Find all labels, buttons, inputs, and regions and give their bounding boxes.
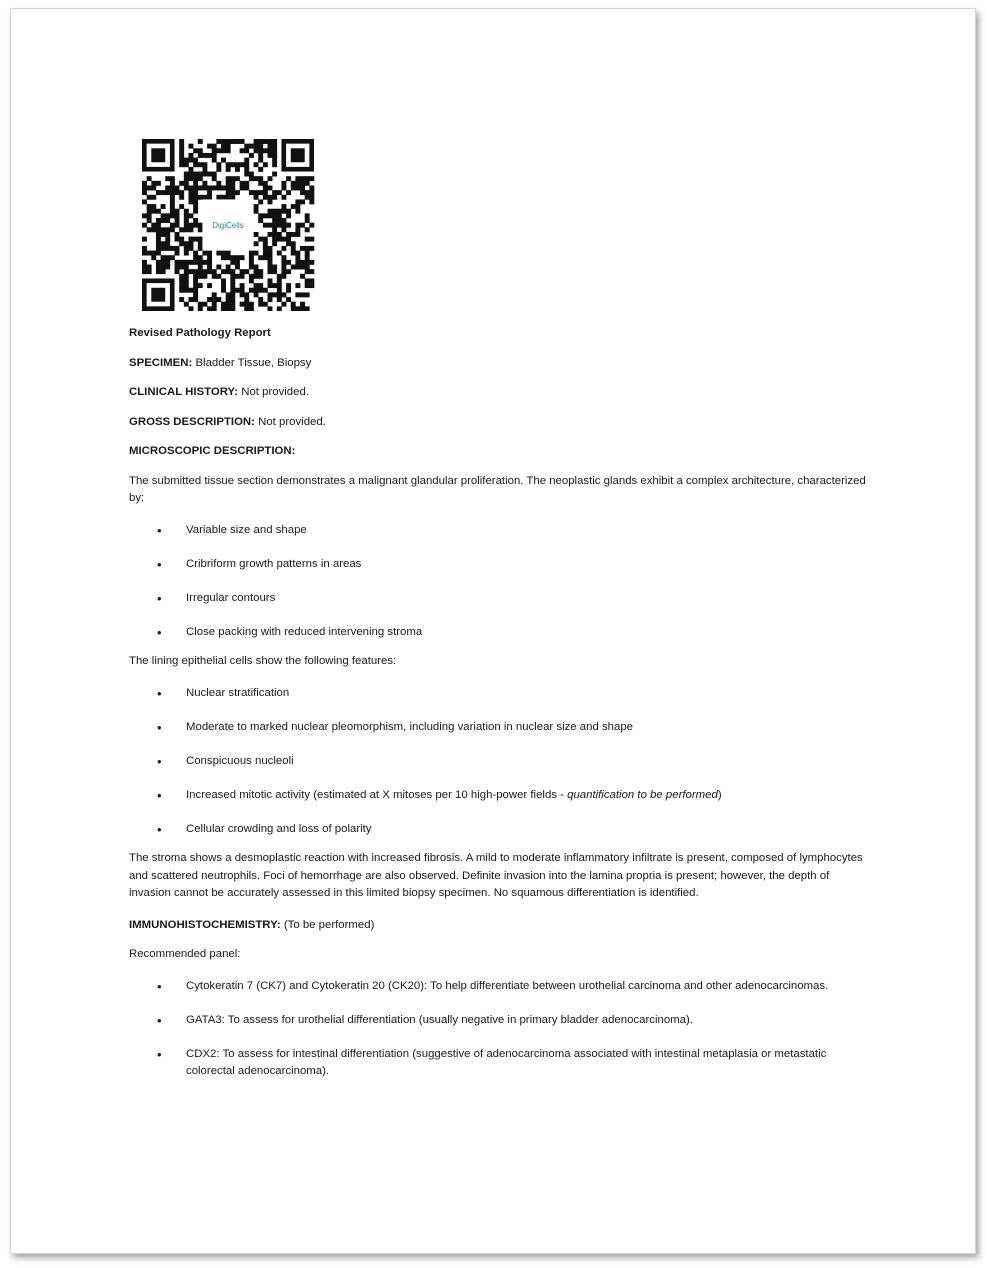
list-item: • CDX2: To assess for intestinal differentiation (suggestive of adenocarcinoma associated with intestinal metaplasia or metastatic colorectal adenocarcinoma). [129, 1046, 869, 1081]
list-item: • Cellular crowding and loss of polarity [129, 821, 869, 839]
list-item: • Nuclear stratification [129, 685, 869, 703]
ihc-value: (To be performed) [280, 918, 375, 931]
specimen-field [129, 355, 869, 373]
microscopic-description-heading [129, 443, 869, 461]
panel-intro: Recommended panel: [129, 948, 241, 960]
gross-description-label: GROSS DESCRIPTION: [129, 415, 255, 428]
report-title: Revised Pathology Report [129, 327, 271, 339]
ihc-label: IMMUNOHISTOCHEMISTRY: [129, 918, 281, 931]
microscopic-intro: The submitted tissue section demonstrates a malignant glandular proliferation. The neoplastic glands exhibit a complex architecture, characterized by: [129, 474, 866, 504]
clinical-history-value: Not provided. [238, 386, 309, 398]
gross-description-value: Not provided. [254, 415, 326, 428]
mitotic-italic: quantification to be performed [567, 788, 718, 801]
architecture-list [129, 522, 869, 642]
qr-code [139, 139, 317, 311]
mitotic-text: Increased mitotic activity (estimated at X mitoses per 10 high-power fields - [186, 788, 568, 801]
stroma-paragraph: The stroma shows a desmoplastic reaction with increased fibrosis. A mild to moderate inflammatory infiltrate is present, composed of lymphocytes and scattered neutrophils. Foci of hemorrhage are also observed. Definite invasion into the lamina propria is present; however, the depth of invasion cannot be accurately assessed in this limited biopsy specimen. No squamous differentiation is identified. [129, 852, 863, 899]
list-item: • Cytokeratin 7 (CK7) and Cytokeratin 20 (CK20): To help differentiate between urothelial carcinoma and other adenocarcinomas. [129, 978, 869, 996]
gross-description-field [129, 414, 869, 432]
list-item: • Irregular contours [129, 590, 869, 608]
mitotic-close: ) [717, 788, 722, 801]
specimen-label: SPECIMEN: [129, 356, 193, 369]
document-page [10, 8, 976, 1254]
list-item: • Conspicuous nucleoli [129, 753, 869, 771]
list-item: • Close packing with reduced intervening stroma [129, 624, 869, 642]
microscopic-description-label: MICROSCOPIC DESCRIPTION: [129, 445, 296, 457]
panel-list [129, 978, 869, 1081]
clinical-history-field [129, 384, 869, 402]
list-item: • Cribriform growth patterns in areas [129, 556, 869, 574]
clinical-history-label: CLINICAL HISTORY: [129, 386, 239, 398]
ihc-field [129, 917, 869, 935]
specimen-value: Bladder Tissue, Biopsy [192, 356, 312, 369]
cell-features-list [129, 685, 869, 839]
list-item-mitotic [129, 787, 869, 805]
cells-intro: The lining epithelial cells show the following features: [129, 655, 397, 667]
list-item: • Variable size and shape [129, 522, 869, 540]
qr-logo-text: DigiCells [212, 221, 244, 230]
qr-code-graphic [139, 139, 317, 311]
report-body [129, 325, 869, 1097]
list-item: • GATA3: To assess for urothelial differentiation (usually negative in primary bladder adenocarcinoma). [129, 1012, 869, 1030]
list-item: • Moderate to marked nuclear pleomorphism, including variation in nuclear size and shape [129, 719, 869, 737]
